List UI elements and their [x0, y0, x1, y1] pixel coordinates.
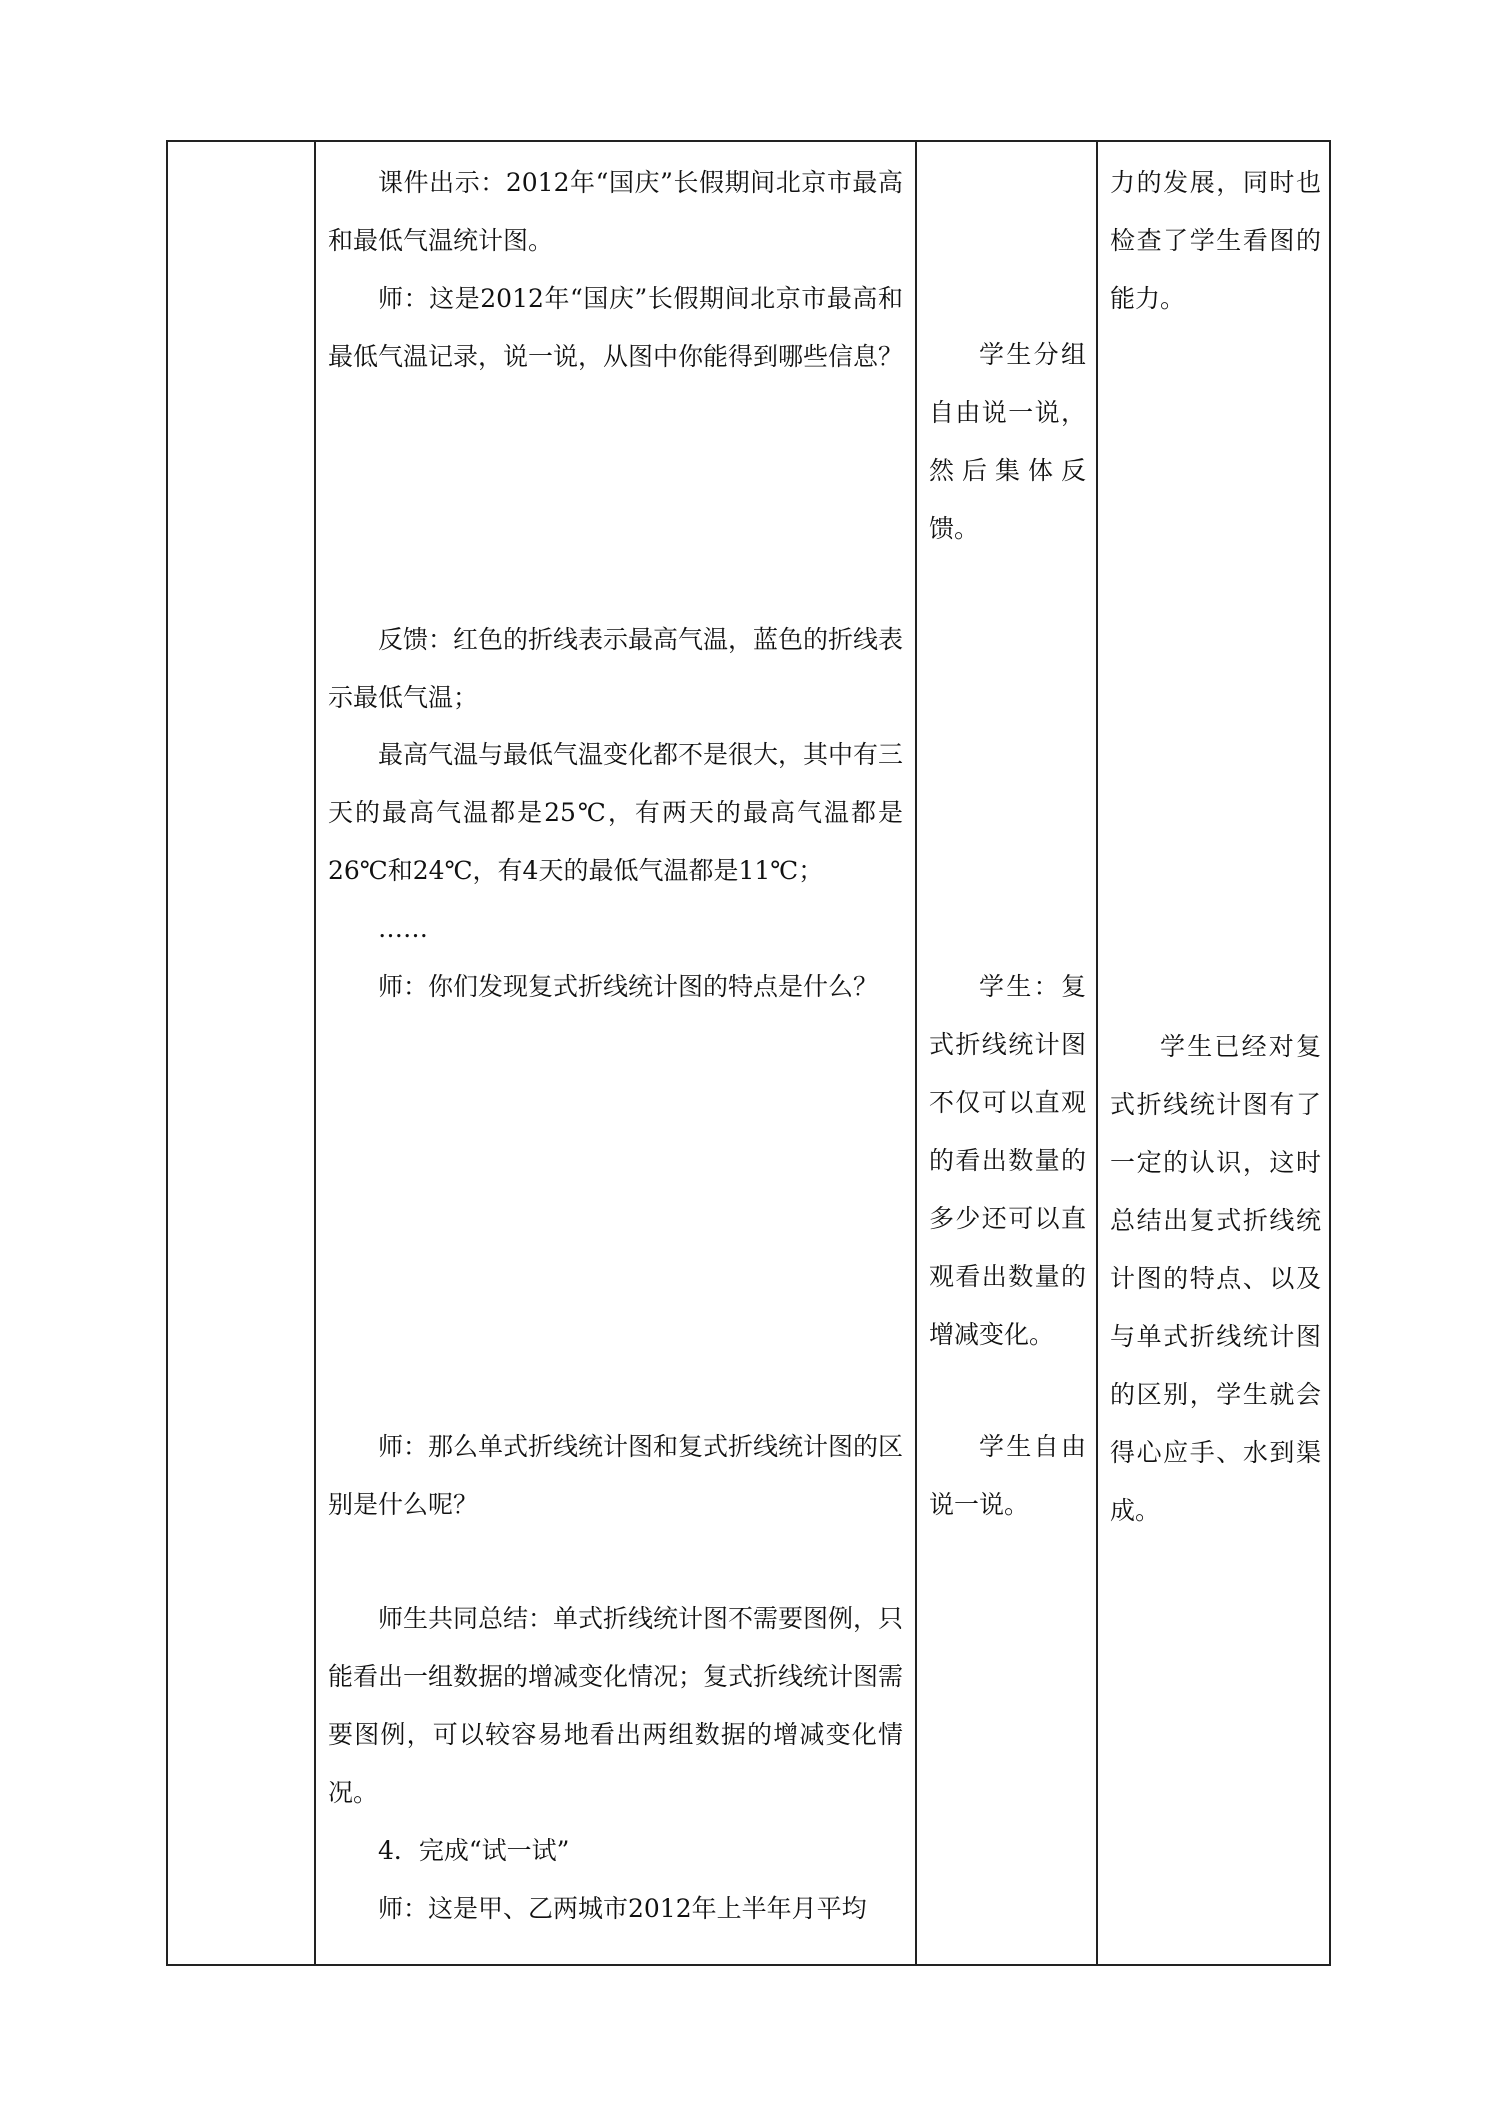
paragraph: 4．完成“试一试” [378, 1836, 570, 1865]
paragraph: 学生：复式折线统计图不仅可以直观的看出数量的多少还可以直观看出数量的增减变化。 [929, 972, 1086, 1349]
column-student-activity [917, 142, 1096, 1964]
paragraph: 最高气温与最低气温变化都不是很大，其中有三天的最高气温都是25℃，有两天的最高气温都是26℃和24℃，有4天的最低气温都是11℃； [328, 740, 904, 885]
column-stage [168, 142, 314, 1964]
paragraph: 师：那么单式折线统计图和复式折线统计图的区别是什么呢？ [328, 1432, 904, 1519]
paragraph: 学生自由说一说。 [929, 1432, 1086, 1519]
column-design-intent [1098, 142, 1331, 1964]
paragraph: 师：这是甲、乙两城市2012年上半年月平均 [378, 1894, 867, 1923]
paragraph: 师：你们发现复式折线统计图的特点是什么？ [378, 972, 879, 1001]
lesson-plan-table [166, 140, 1331, 1966]
paragraph: 课件出示：2012年“国庆”长假期间北京市最高和最低气温统计图。 [328, 168, 903, 255]
paragraph: …… [378, 914, 428, 943]
paragraph: 力的发展，同时也检查了学生看图的能力。 [1110, 168, 1321, 313]
column-teaching-process [316, 142, 915, 1964]
paragraph: 师：这是2012年“国庆”长假期间北京市最高和最低气温记录，说一说，从图中你能得到哪些信息？ [328, 284, 904, 371]
paragraph: 学生分组自由说一说，然后集体反馈。 [929, 340, 1086, 543]
paragraph: 师生共同总结：单式折线统计图不需要图例，只能看出一组数据的增减变化情况；复式折线统计图需要图例，可以较容易地看出两组数据的增减变化情况。 [328, 1604, 904, 1807]
paragraph: 学生已经对复式折线统计图有了一定的认识，这时总结出复式折线统计图的特点、以及与单式折线统计图的区别，学生就会得心应手、水到渠成。 [1110, 1032, 1321, 1525]
paragraph: 反馈：红色的折线表示最高气温，蓝色的折线表示最低气温； [328, 625, 904, 712]
